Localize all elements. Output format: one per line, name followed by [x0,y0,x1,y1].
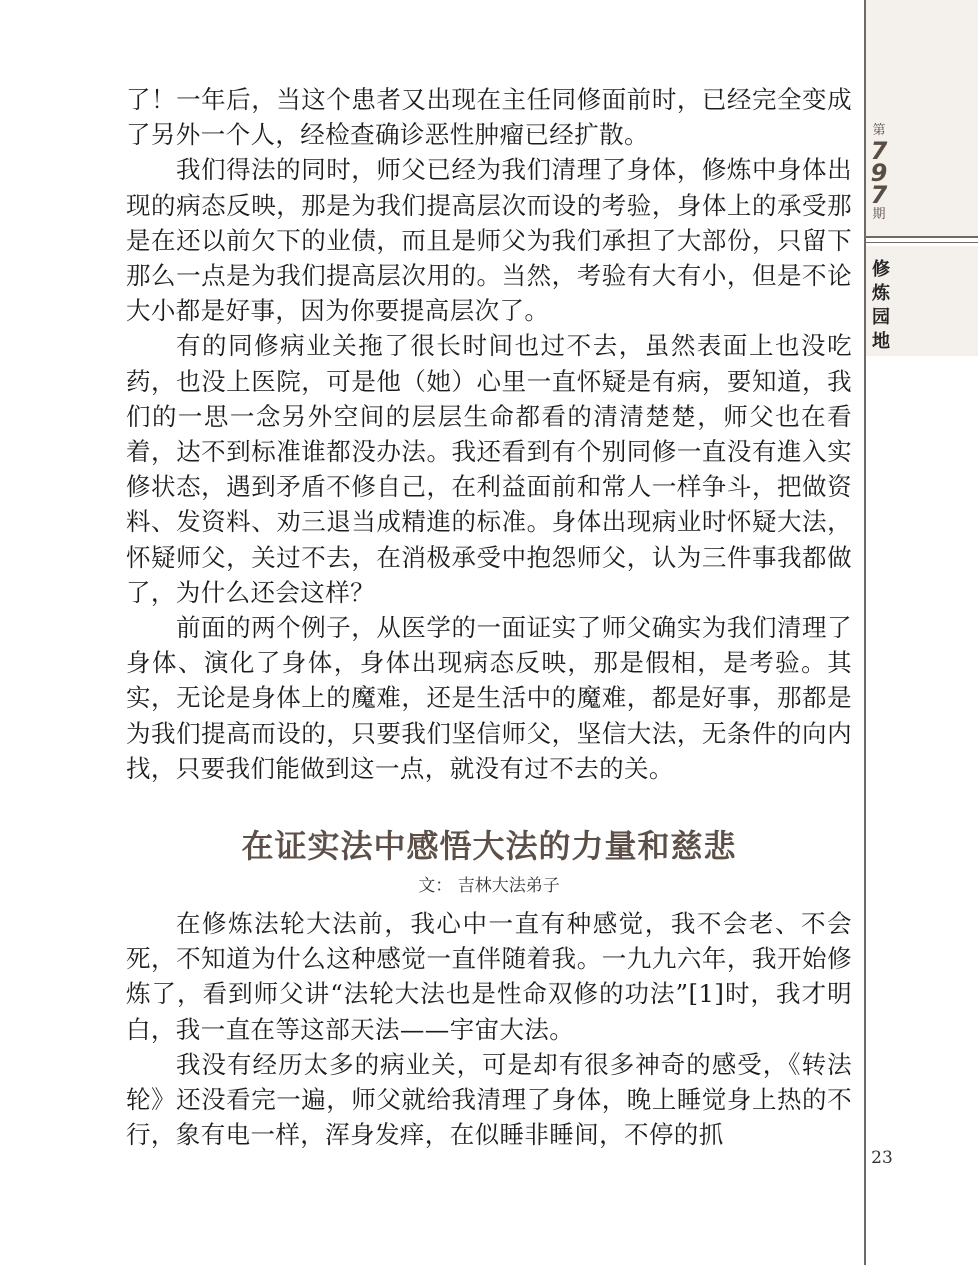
paragraph: 我们得法的同时，师父已经为我们清理了身体，修炼中身体出现的病态反映，那是为我们提高层次而设的考验，身体上的承受那是在还以前欠下的业债，而且是师父为我们承担了大部份，只留下那么一点是为我们提高层次用的。当然，考验有大有小，但是不论大小都是好事，因为你要提高层次了。 [126,155,852,326]
section-label: 修 炼 园 地 [872,259,890,352]
text-column [126,82,852,1152]
page-number: 23 [871,1148,893,1168]
paragraph: 了！一年后，当这个患者又出现在主任同修面前时，已经完全变成了另外一个人，经检查确诊恶性肿瘤已经扩散。 [126,85,852,150]
issue-suffix: 期 [872,207,886,222]
paragraph: 有的同修病业关拖了很长时间也过不去，虽然表面上也没吃药，也没上医院，可是他（她）心里一直怀疑是有病，要知道，我们的一思一念另外空间的层层生命都看的清清楚楚，师父也在看着，达不到标准谁都没办法。我还看到有个别同修一直没有進入实修状态，遇到矛盾不修自己，在利益面前和常人一样争斗，把做资料、发资料、劝三退当成精進的标准。身体出现病业时怀疑大法，怀疑师父，关过不去，在消极承受中抱怨师父，认为三件事我都做了，为什么还会这样？ [126,331,852,607]
paragraph: 在修炼法轮大法前，我心中一直有种感觉，我不会老、不会死，不知道为什么这种感觉一直伴随着我。一九九六年，我开始修炼了，看到师父讲“法轮大法也是性命双修的功法”[1]时，我才明白，我一直在等这部天法——宇宙大法。 [126,909,852,1044]
tab-divider-bottom [866,242,978,243]
article-title: 在证实法中感悟大法的力量和慈悲 [241,827,737,866]
tab-divider-top [866,236,978,238]
paragraph: 前面的两个例子，从医学的一面证实了师父确实为我们清理了身体、演化了身体，身体出现病态反映，那是假相，是考验。其实，无论是身体上的魔难，还是生活中的魔难，都是好事，那都是为我们提高而设的，只要我们坚信师父，坚信大法，无条件的向内找，只要我们能做到这一点，就没有过不去的关。 [126,613,852,783]
issue-number-digits: 7 9 7 [870,137,888,209]
issue-prefix: 第 [872,123,886,138]
issue-number [866,137,892,209]
article-byline: 文： 吉林大法弟子 [418,876,560,897]
paragraph: 我没有经历太多的病业关，可是却有很多神奇的感受，《转法轮》还没看完一遍，师父就给我清理了身体，晚上睡觉身上热的不行，象有电一样，浑身发痒，在似睡非睡间，不停的抓 [126,1049,852,1150]
